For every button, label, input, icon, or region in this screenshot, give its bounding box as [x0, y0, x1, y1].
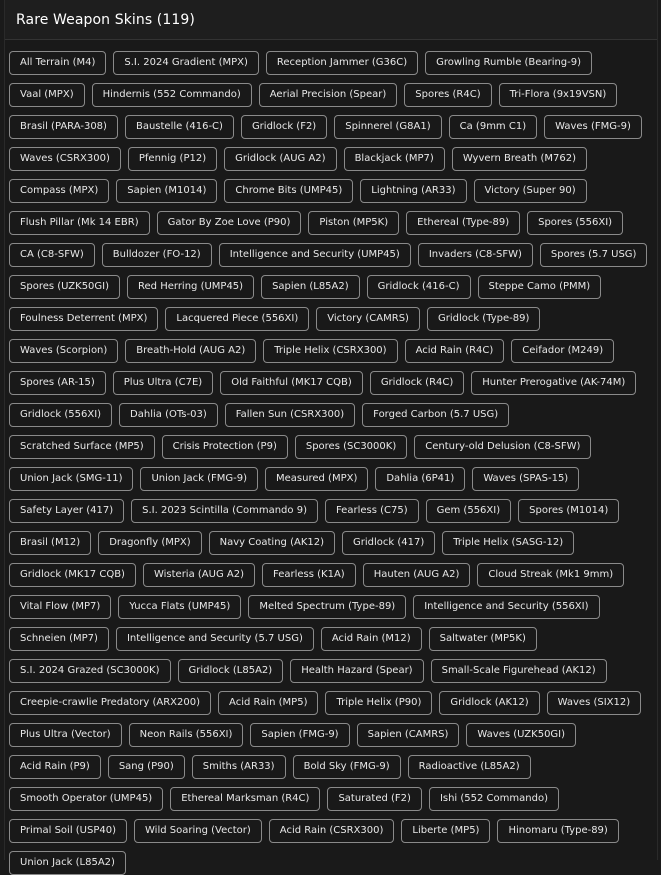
skin-tag[interactable]: Radioactive (L85A2)	[408, 755, 531, 779]
skin-tag[interactable]: Old Faithful (MK17 CQB)	[220, 371, 363, 395]
skin-tag[interactable]: Gridlock (L85A2)	[178, 659, 284, 683]
skin-tag[interactable]: Sapien (M1014)	[116, 179, 217, 203]
skin-tag[interactable]: Aerial Precision (Spear)	[259, 83, 397, 107]
skin-tag[interactable]: Waves (SIX12)	[547, 691, 642, 715]
skin-tag[interactable]: Triple Helix (SASG-12)	[442, 531, 574, 555]
skin-tag[interactable]: Ethereal (Type-89)	[406, 211, 520, 235]
skin-tag[interactable]: Lacquered Piece (556XI)	[165, 307, 309, 331]
skin-tag[interactable]: Acid Rain (M12)	[321, 627, 422, 651]
skin-tag[interactable]: Spinnerel (G8A1)	[334, 115, 441, 139]
skin-tag[interactable]: Creepie-crawlie Predatory (ARX200)	[9, 691, 211, 715]
skin-tag[interactable]: Gator By Zoe Love (P90)	[157, 211, 302, 235]
skin-tag[interactable]: Triple Helix (P90)	[325, 691, 432, 715]
skin-tag[interactable]: Waves (CSRX300)	[9, 147, 121, 171]
skin-tag[interactable]: Acid Rain (R4C)	[405, 339, 505, 363]
skin-tag[interactable]: Flush Pillar (Mk 14 EBR)	[9, 211, 150, 235]
skin-tag[interactable]: Growling Rumble (Bearing-9)	[425, 51, 592, 75]
skin-tag[interactable]: Bold Sky (FMG-9)	[293, 755, 401, 779]
skin-tag[interactable]: Bulldozer (FO-12)	[102, 243, 212, 267]
skin-tag[interactable]: Dahlia (OTs-03)	[119, 403, 218, 427]
skin-tag[interactable]: Sapien (FMG-9)	[250, 723, 349, 747]
skin-tag[interactable]: Gem (556XI)	[426, 499, 512, 523]
skin-tag[interactable]: Intelligence and Security (556XI)	[413, 595, 599, 619]
skin-tag[interactable]: Waves (SPAS-15)	[472, 467, 579, 491]
skin-tag[interactable]: Primal Soil (USP40)	[9, 819, 127, 843]
skin-tag[interactable]: Hinomaru (Type-89)	[497, 819, 618, 843]
skin-tag[interactable]: Steppe Camo (PMM)	[478, 275, 602, 299]
skin-tag[interactable]: Spores (M1014)	[518, 499, 619, 523]
skin-tag[interactable]: Health Hazard (Spear)	[290, 659, 423, 683]
skin-tag[interactable]: Union Jack (FMG-9)	[140, 467, 258, 491]
skin-tag[interactable]: Ishi (552 Commando)	[429, 787, 559, 811]
skin-tag[interactable]: Compass (MPX)	[9, 179, 109, 203]
skin-tag[interactable]: Safety Layer (417)	[9, 499, 124, 523]
skin-tag[interactable]: Red Herring (UMP45)	[127, 275, 254, 299]
skin-tag[interactable]: Gridlock (AK12)	[439, 691, 539, 715]
skin-tag[interactable]: Foulness Deterrent (MPX)	[9, 307, 158, 331]
skin-tag[interactable]: Ethereal Marksman (R4C)	[170, 787, 320, 811]
skin-tag[interactable]: Plus Ultra (Vector)	[9, 723, 122, 747]
skin-tag[interactable]: Dragonfly (MPX)	[98, 531, 201, 555]
skin-tag[interactable]: Crisis Protection (P9)	[162, 435, 288, 459]
skin-tag[interactable]: Cloud Streak (Mk1 9mm)	[477, 563, 624, 587]
skin-tag[interactable]: Liberte (MP5)	[401, 819, 490, 843]
skin-tag[interactable]: Sapien (CAMRS)	[357, 723, 460, 747]
skin-tag[interactable]: Smiths (AR33)	[192, 755, 286, 779]
skin-tag[interactable]: Spores (UZK50GI)	[9, 275, 120, 299]
skin-tag[interactable]: Piston (MP5K)	[308, 211, 399, 235]
skin-tag[interactable]: Waves (FMG-9)	[544, 115, 642, 139]
skin-tag[interactable]: Gridlock (556XI)	[9, 403, 112, 427]
skin-tag[interactable]: Gridlock (417)	[342, 531, 435, 555]
skin-tag[interactable]: Acid Rain (MP5)	[218, 691, 318, 715]
skin-tag[interactable]: Union Jack (L85A2)	[9, 851, 126, 875]
skin-tag[interactable]: Spores (5.7 USG)	[540, 243, 648, 267]
skin-tag[interactable]: Gridlock (416-C)	[367, 275, 471, 299]
skin-tag[interactable]: CA (C8-SFW)	[9, 243, 95, 267]
skin-tag[interactable]: Navy Coating (AK12)	[209, 531, 335, 555]
skin-tag[interactable]: Smooth Operator (UMP45)	[9, 787, 163, 811]
panel-header	[5, 0, 657, 40]
skin-tag[interactable]: Saltwater (MP5K)	[429, 627, 537, 651]
skin-tag[interactable]: S.I. 2024 Gradient (MPX)	[113, 51, 258, 75]
skin-tag[interactable]: Gridlock (F2)	[241, 115, 327, 139]
skin-tag[interactable]: Spores (R4C)	[404, 83, 491, 107]
skin-tag[interactable]: Fearless (C75)	[325, 499, 419, 523]
skin-tag[interactable]: Reception Jammer (G36C)	[266, 51, 418, 75]
skin-tag[interactable]: Gridlock (AUG A2)	[224, 147, 336, 171]
skin-tag[interactable]: Lightning (AR33)	[360, 179, 466, 203]
skin-tag[interactable]: Baustelle (416-C)	[125, 115, 234, 139]
skin-tag[interactable]: Fearless (K1A)	[262, 563, 356, 587]
skin-tag[interactable]: Tri-Flora (9x19VSN)	[499, 83, 618, 107]
skin-tag[interactable]: Melted Spectrum (Type-89)	[248, 595, 406, 619]
skin-tag[interactable]: Waves (Scorpion)	[9, 339, 118, 363]
panel-title: Rare Weapon Skins (119)	[16, 11, 195, 28]
skin-tag[interactable]: Triple Helix (CSRX300)	[263, 339, 397, 363]
skin-tag[interactable]: Breath-Hold (AUG A2)	[125, 339, 256, 363]
skin-tag[interactable]: Hunter Prerogative (AK-74M)	[471, 371, 636, 395]
skin-tag[interactable]: Sapien (L85A2)	[261, 275, 360, 299]
skin-tag[interactable]: Plus Ultra (C7E)	[113, 371, 213, 395]
skin-tag[interactable]: Waves (UZK50GI)	[466, 723, 576, 747]
skin-tag[interactable]: Schneien (MP7)	[9, 627, 109, 651]
skin-tag[interactable]: Hindernis (552 Commando)	[92, 83, 252, 107]
skin-tag[interactable]: Wyvern Breath (M762)	[452, 147, 587, 171]
skin-tag[interactable]: Victory (CAMRS)	[316, 307, 420, 331]
skin-tag[interactable]: Invaders (C8-SFW)	[418, 243, 533, 267]
skin-tag[interactable]: Blackjack (MP7)	[344, 147, 445, 171]
skin-tag[interactable]: Acid Rain (P9)	[9, 755, 101, 779]
skin-tag[interactable]: Victory (Super 90)	[474, 179, 587, 203]
skin-tag[interactable]: Intelligence and Security (5.7 USG)	[116, 627, 314, 651]
skin-tag[interactable]: Small-Scale Figurehead (AK12)	[431, 659, 607, 683]
skin-tag[interactable]: Spores (SC3000K)	[295, 435, 407, 459]
skin-tag[interactable]: Gridlock (MK17 CQB)	[9, 563, 136, 587]
skin-tag[interactable]: Wisteria (AUG A2)	[143, 563, 255, 587]
skin-tag[interactable]: S.I. 2024 Grazed (SC3000K)	[9, 659, 171, 683]
skin-tag[interactable]: Neon Rails (556XI)	[129, 723, 244, 747]
skin-tag[interactable]: Fallen Sun (CSRX300)	[225, 403, 355, 427]
skin-tag[interactable]: Brasil (PARA-308)	[9, 115, 118, 139]
skin-tag[interactable]: Gridlock (Type-89)	[427, 307, 540, 331]
skin-tag[interactable]: Vital Flow (MP7)	[9, 595, 111, 619]
skin-tag[interactable]: Ceifador (M249)	[511, 339, 614, 363]
skin-tag[interactable]: Spores (556XI)	[527, 211, 623, 235]
skin-tag-list	[9, 51, 649, 875]
skin-tag[interactable]: Chrome Bits (UMP45)	[224, 179, 353, 203]
skin-tag[interactable]: Saturated (F2)	[327, 787, 422, 811]
skin-tag[interactable]: Intelligence and Security (UMP45)	[219, 243, 411, 267]
skin-tag[interactable]: Gridlock (R4C)	[370, 371, 464, 395]
skin-tag[interactable]: Union Jack (SMG-11)	[9, 467, 133, 491]
skin-tag[interactable]: Yucca Flats (UMP45)	[118, 595, 241, 619]
skin-tag[interactable]: S.I. 2023 Scintilla (Commando 9)	[131, 499, 318, 523]
skin-tag[interactable]: Century-old Delusion (C8-SFW)	[414, 435, 591, 459]
skin-tag[interactable]: Acid Rain (CSRX300)	[269, 819, 395, 843]
skin-tag[interactable]: Measured (MPX)	[265, 467, 368, 491]
skin-tag[interactable]: Sang (P90)	[108, 755, 185, 779]
skin-tag[interactable]: All Terrain (M4)	[9, 51, 106, 75]
skin-tag[interactable]: Forged Carbon (5.7 USG)	[362, 403, 509, 427]
skin-tag[interactable]: Dahlia (6P41)	[375, 467, 465, 491]
skin-tag[interactable]: Spores (AR-15)	[9, 371, 106, 395]
skin-tag[interactable]: Wild Soaring (Vector)	[134, 819, 262, 843]
skin-tag[interactable]: Brasil (M12)	[9, 531, 91, 555]
skin-tag[interactable]: Pfennig (P12)	[128, 147, 217, 171]
skin-tag[interactable]: Ca (9mm C1)	[449, 115, 537, 139]
skin-tag[interactable]: Vaal (MPX)	[9, 83, 85, 107]
skin-tag[interactable]: Hauten (AUG A2)	[363, 563, 471, 587]
skin-tag[interactable]: Scratched Surface (MP5)	[9, 435, 155, 459]
rare-weapon-skins-panel	[4, 0, 658, 868]
